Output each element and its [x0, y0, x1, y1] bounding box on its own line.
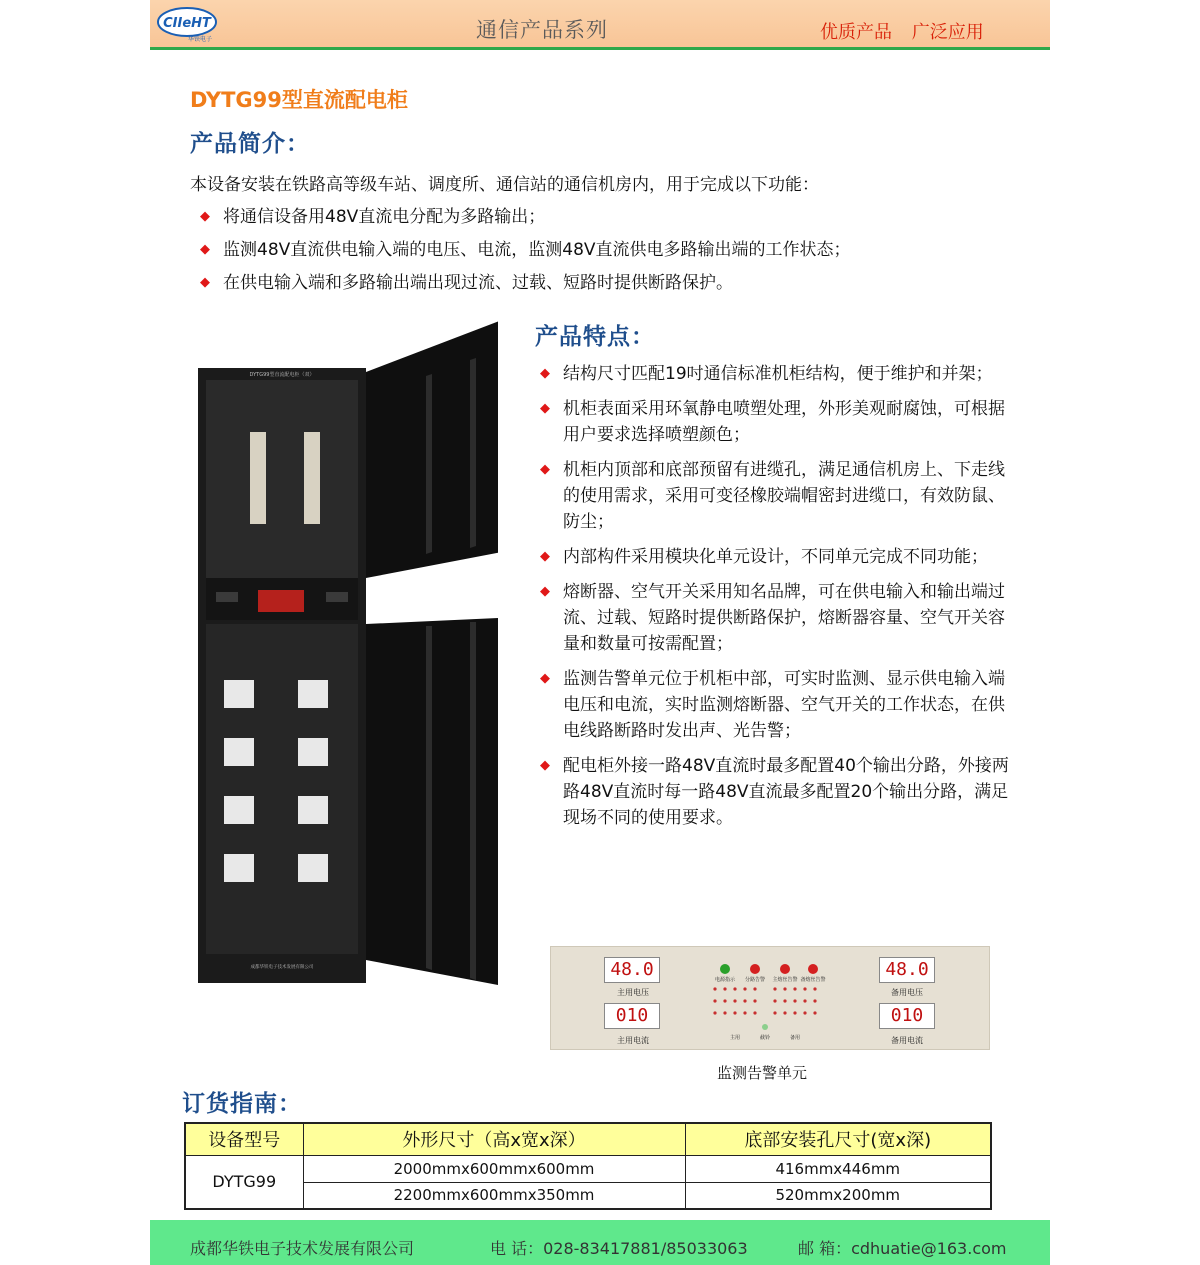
power-indicator-icon: [720, 964, 730, 974]
footer-email: 邮 箱：cdhuatie@163.com: [798, 1239, 1007, 1258]
order-table: [184, 1122, 992, 1210]
features-list: [535, 361, 1015, 840]
slogan: 优质产品 广泛应用: [820, 22, 984, 43]
intro-text: 本设备安装在铁路高等级车站、调度所、通信站的通信机房内，用于完成以下功能：: [190, 175, 819, 195]
branch-alarm-icon: [750, 964, 760, 974]
cabinet-maker: 成都华铁电子技术发展有限公司: [250, 965, 314, 970]
company-logo: [156, 5, 218, 43]
ordering-heading: 订货指南：: [182, 1091, 302, 1117]
svg-text:备熔丝告警: 备熔丝告警: [800, 977, 826, 983]
backup-current-label: 备用电流: [891, 1036, 923, 1045]
list-item: ◆ 机柜内顶部和底部预留有进缆孔，满足通信机房上、下走线的使用需求，采用可变径橡胶端帽密封进缆口，有效防鼠、防尘；: [535, 457, 1015, 535]
list-item: ◆ 熔断器、空气开关采用知名品牌，可在供电输入和输出端过流、过载、短路时提供断路保护，熔断器容量、空气开关容量和数量可按需配置；: [535, 579, 1015, 657]
footer-company: 成都华铁电子技术发展有限公司: [190, 1239, 415, 1258]
page-footer: [150, 1220, 1050, 1265]
led-grid: [713, 987, 816, 1014]
list-item: ◆ 结构尺寸匹配19吋通信标准机柜结构，便于维护和并架；: [535, 361, 1015, 387]
page-header: [150, 0, 1050, 50]
column-header: 设备型号: [185, 1123, 303, 1155]
svg-text:电源指示: 电源指示: [714, 977, 736, 983]
table-cell: 2200mmx600mmx350mm: [303, 1182, 685, 1209]
svg-text:主用: 主用: [729, 1035, 741, 1041]
list-item: ◆ 监测48V直流供电输入端的电压、电流，监测48V直流供电多路输出端的工作状态；: [195, 238, 995, 271]
svg-text:截铃: 截铃: [759, 1035, 771, 1041]
table-row: [185, 1155, 991, 1182]
svg-text:分路告警: 分路告警: [744, 977, 766, 983]
indicator-grid: [709, 961, 839, 1041]
series-title: 通信产品系列: [476, 18, 608, 42]
monitor-alarm-panel: [550, 946, 990, 1050]
main-current-label: 主用电流: [617, 1036, 649, 1045]
table-row: [185, 1182, 991, 1209]
bell-mute-icon: [762, 1024, 768, 1030]
main-voltage-label: 主用电压: [617, 988, 649, 997]
table-cell: 520mmx200mm: [685, 1182, 991, 1209]
table-cell: 2000mmx600mmx600mm: [303, 1155, 685, 1182]
backup-voltage-display: 48.0: [879, 957, 935, 983]
list-item: ◆ 内部构件采用模块化单元设计，不同单元完成不同功能；: [535, 544, 1015, 570]
logo-subtext: 华铁电子: [187, 36, 213, 43]
footer-phone: 电 话：028-83417881/85033063: [490, 1239, 748, 1258]
backup-current-display: 010: [879, 1003, 935, 1029]
list-item: ◆ 监测告警单元位于机柜中部，可实时监测、显示供电输入端电压和电流，实时监测熔断器、空气开关的工作状态，在供电线路断路时发出声、光告警；: [535, 666, 1015, 744]
column-header: 外形尺寸（高x宽x深）: [303, 1123, 685, 1155]
model-cell: DYTG99: [185, 1155, 303, 1209]
column-header: 底部安装孔尺寸(宽x深): [685, 1123, 991, 1155]
backup-voltage-label: 备用电压: [891, 988, 923, 997]
list-item: ◆ 机柜表面采用环氧静电喷塑处理，外形美观耐腐蚀，可根据用户要求选择喷塑颜色；: [535, 396, 1015, 448]
backup-fuse-alarm-icon: [808, 964, 818, 974]
monitor-caption: 监测告警单元: [717, 1064, 808, 1082]
main-fuse-alarm-icon: [780, 964, 790, 974]
list-item: ◆ 将通信设备用48V直流电分配为多路输出；: [195, 205, 995, 238]
intro-bullet-list: [195, 205, 995, 304]
list-item: ◆ 配电柜外接一路48V直流时最多配置40个输出分路，外接两路48V直流时每一路48V直流最多配置20个输出分路，满足现场不同的使用要求。: [535, 753, 1015, 831]
cabinet-photo: [198, 320, 498, 985]
svg-text:主熔丝告警: 主熔丝告警: [772, 977, 798, 983]
svg-text:备用: 备用: [789, 1035, 801, 1041]
cabinet-label: DYTG99型直流配电柜（双）: [249, 372, 315, 378]
list-item: ◆ 在供电输入端和多路输出端出现过流、过载、短路时提供断路保护。: [195, 271, 995, 304]
intro-heading: 产品简介：: [190, 131, 310, 157]
table-cell: 416mmx446mm: [685, 1155, 991, 1182]
product-title: DYTG99型直流配电柜: [190, 88, 408, 112]
main-current-display: 010: [604, 1003, 660, 1029]
features-heading: 产品特点：: [535, 324, 655, 350]
main-voltage-display: 48.0: [604, 957, 660, 983]
table-header-row: [185, 1123, 991, 1155]
logo-text: CIIeHT: [163, 16, 211, 31]
